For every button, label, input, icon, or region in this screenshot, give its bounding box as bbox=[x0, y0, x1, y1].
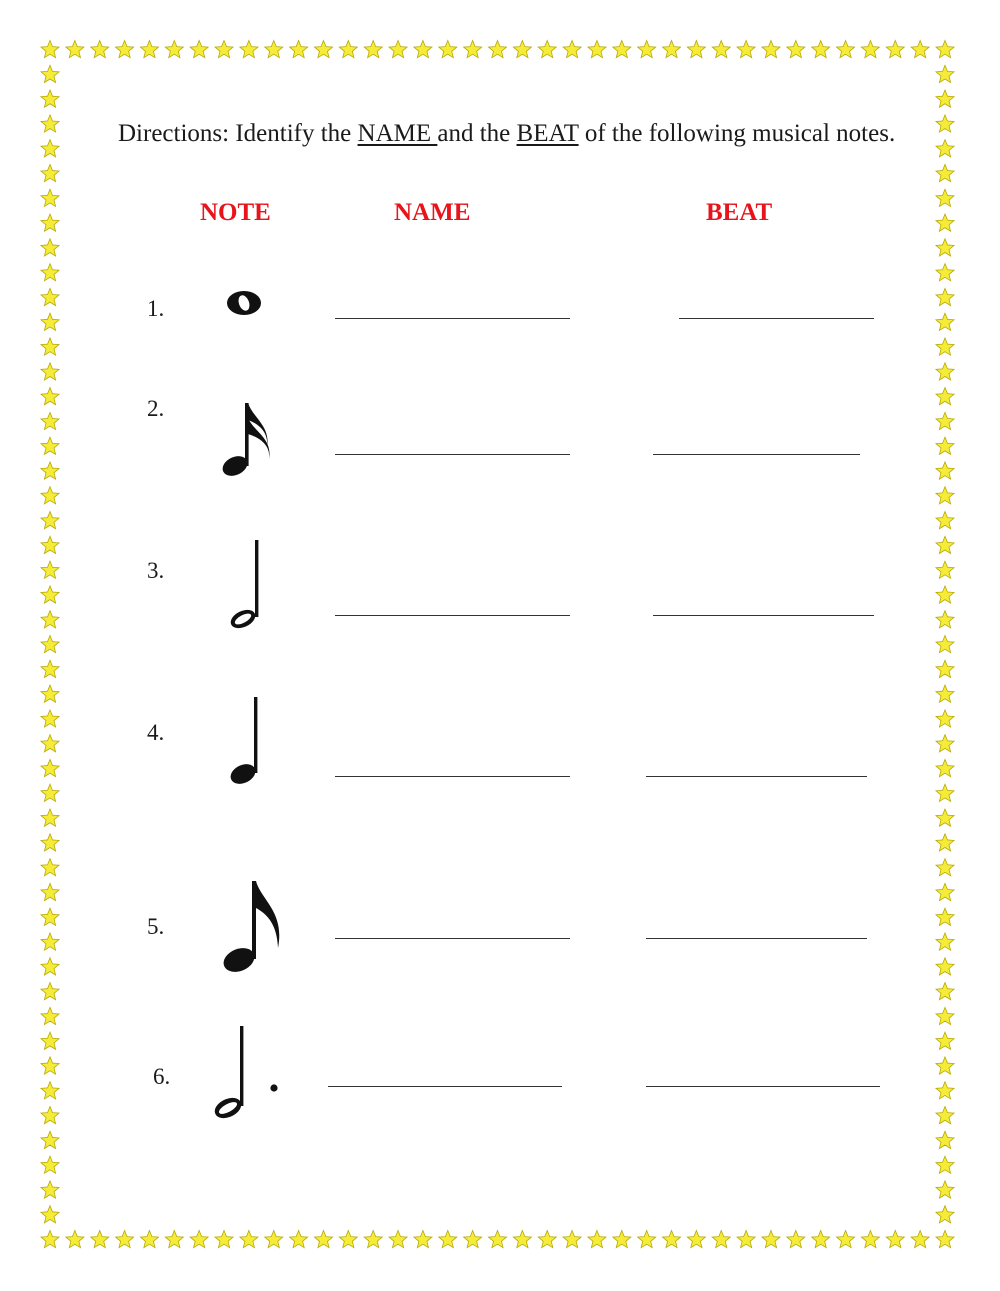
star-icon bbox=[215, 1231, 233, 1248]
star-icon bbox=[936, 536, 954, 553]
star-icon bbox=[712, 41, 730, 58]
star-icon bbox=[91, 41, 109, 58]
star-icon bbox=[41, 1057, 59, 1074]
star-icon bbox=[41, 834, 59, 851]
star-icon bbox=[662, 41, 680, 58]
item-number-3: 3. bbox=[147, 558, 165, 583]
star-icon bbox=[613, 41, 631, 58]
star-icon bbox=[41, 512, 59, 529]
beat-blank-1[interactable] bbox=[679, 318, 874, 319]
star-icon bbox=[41, 1107, 59, 1124]
star-icon bbox=[936, 759, 954, 776]
star-icon bbox=[116, 41, 134, 58]
star-icon bbox=[488, 1231, 506, 1248]
star-icon bbox=[41, 462, 59, 479]
name-blank-4[interactable] bbox=[335, 776, 570, 777]
star-icon bbox=[41, 313, 59, 330]
star-icon bbox=[414, 41, 432, 58]
star-icon bbox=[290, 1231, 308, 1248]
star-icon bbox=[936, 338, 954, 355]
star-icon bbox=[861, 41, 879, 58]
star-icon bbox=[936, 437, 954, 454]
star-icon bbox=[389, 41, 407, 58]
star-icon bbox=[936, 288, 954, 305]
star-icon bbox=[439, 41, 457, 58]
star-icon bbox=[936, 388, 954, 405]
star-icon bbox=[41, 561, 59, 578]
star-icon bbox=[936, 685, 954, 702]
star-icon bbox=[41, 1181, 59, 1198]
star-icon bbox=[563, 41, 581, 58]
star-icon bbox=[41, 710, 59, 727]
star-icon bbox=[936, 735, 954, 752]
star-icon bbox=[588, 1231, 606, 1248]
star-icon bbox=[936, 561, 954, 578]
star-icon bbox=[339, 41, 357, 58]
directions-suffix: of the following musical notes. bbox=[578, 120, 896, 147]
directions-name-word: NAME bbox=[357, 120, 438, 147]
star-icon bbox=[41, 1131, 59, 1148]
star-icon bbox=[314, 41, 332, 58]
star-icon bbox=[513, 1231, 531, 1248]
star-icon bbox=[936, 983, 954, 1000]
header-beat: BEAT bbox=[706, 199, 773, 226]
star-icon bbox=[936, 214, 954, 231]
beat-blank-3[interactable] bbox=[653, 615, 874, 616]
star-icon bbox=[41, 809, 59, 826]
star-icon bbox=[936, 41, 954, 58]
star-icon bbox=[538, 1231, 556, 1248]
star-icon bbox=[41, 288, 59, 305]
beat-blank-5[interactable] bbox=[646, 938, 867, 939]
star-icon bbox=[812, 41, 830, 58]
star-icon bbox=[41, 239, 59, 256]
star-icon bbox=[41, 1156, 59, 1173]
star-icon bbox=[588, 41, 606, 58]
star-icon bbox=[91, 1231, 109, 1248]
star-icon bbox=[464, 41, 482, 58]
star-icon bbox=[936, 933, 954, 950]
star-icon bbox=[936, 908, 954, 925]
star-icon bbox=[936, 462, 954, 479]
star-icon bbox=[936, 115, 954, 132]
star-icon bbox=[41, 685, 59, 702]
star-icon bbox=[787, 41, 805, 58]
star-icon bbox=[41, 214, 59, 231]
star-icon bbox=[389, 1231, 407, 1248]
star-icon bbox=[936, 636, 954, 653]
star-icon bbox=[712, 1231, 730, 1248]
star-icon bbox=[762, 41, 780, 58]
star-icon bbox=[364, 1231, 382, 1248]
star-icon bbox=[41, 1032, 59, 1049]
star-icon bbox=[936, 958, 954, 975]
item-number-1: 1. bbox=[147, 296, 165, 321]
star-icon bbox=[911, 1231, 929, 1248]
star-icon bbox=[339, 1231, 357, 1248]
star-icon bbox=[936, 1131, 954, 1148]
star-icon bbox=[936, 90, 954, 107]
star-icon bbox=[414, 1231, 432, 1248]
star-icon bbox=[812, 1231, 830, 1248]
star-icon bbox=[41, 983, 59, 1000]
star-icon bbox=[41, 65, 59, 82]
star-icon bbox=[936, 586, 954, 603]
star-icon bbox=[41, 41, 59, 58]
star-icon bbox=[41, 611, 59, 628]
directions-prefix: Directions: Identify the bbox=[118, 120, 358, 147]
star-icon bbox=[41, 908, 59, 925]
star-icon bbox=[613, 1231, 631, 1248]
star-icon bbox=[886, 41, 904, 58]
name-blank-2[interactable] bbox=[335, 454, 570, 455]
star-icon bbox=[439, 1231, 457, 1248]
star-icon bbox=[936, 239, 954, 256]
star-icon bbox=[538, 41, 556, 58]
directions-beat-word: BEAT bbox=[516, 120, 579, 147]
star-icon bbox=[41, 164, 59, 181]
item-number-4: 4. bbox=[147, 720, 165, 745]
star-icon bbox=[936, 189, 954, 206]
star-icon bbox=[41, 536, 59, 553]
star-icon bbox=[936, 140, 954, 157]
star-icon bbox=[936, 1206, 954, 1223]
star-icon bbox=[41, 338, 59, 355]
whole-note-icon bbox=[220, 282, 270, 322]
star-icon bbox=[41, 1082, 59, 1099]
star-icon bbox=[936, 784, 954, 801]
star-icon bbox=[936, 164, 954, 181]
star-icon bbox=[936, 834, 954, 851]
star-icon bbox=[41, 958, 59, 975]
star-icon bbox=[762, 1231, 780, 1248]
beat-blank-6[interactable] bbox=[646, 1086, 880, 1087]
star-icon bbox=[936, 412, 954, 429]
header-name: NAME bbox=[394, 199, 471, 226]
star-icon bbox=[165, 1231, 183, 1248]
star-icon bbox=[240, 41, 258, 58]
star-icon bbox=[41, 115, 59, 132]
star-icon bbox=[936, 660, 954, 677]
star-icon bbox=[41, 412, 59, 429]
header-note: NOTE bbox=[200, 199, 271, 226]
directions-text bbox=[118, 117, 908, 151]
star-icon bbox=[936, 313, 954, 330]
star-icon bbox=[190, 1231, 208, 1248]
beat-blank-2[interactable] bbox=[653, 454, 860, 455]
star-icon bbox=[66, 41, 84, 58]
star-icon bbox=[116, 1231, 134, 1248]
name-blank-3[interactable] bbox=[335, 615, 570, 616]
star-icon bbox=[936, 611, 954, 628]
star-icon bbox=[66, 1231, 84, 1248]
star-icon bbox=[265, 1231, 283, 1248]
star-icon bbox=[638, 41, 656, 58]
star-icon bbox=[936, 1231, 954, 1248]
star-icon bbox=[936, 809, 954, 826]
item-number-6: 6. bbox=[153, 1064, 171, 1089]
star-icon bbox=[687, 1231, 705, 1248]
star-icon bbox=[41, 437, 59, 454]
star-icon bbox=[215, 41, 233, 58]
star-icon bbox=[861, 1231, 879, 1248]
star-icon bbox=[41, 1007, 59, 1024]
star-icon bbox=[190, 41, 208, 58]
half-note-icon bbox=[222, 538, 272, 633]
star-icon bbox=[41, 735, 59, 752]
star-icon bbox=[41, 1206, 59, 1223]
star-icon bbox=[165, 41, 183, 58]
star-icon bbox=[886, 1231, 904, 1248]
star-icon bbox=[936, 710, 954, 727]
star-icon bbox=[936, 512, 954, 529]
dotted-half-note-icon bbox=[208, 1024, 288, 1124]
star-icon bbox=[936, 1007, 954, 1024]
star-icon bbox=[737, 41, 755, 58]
star-icon bbox=[638, 1231, 656, 1248]
star-icon bbox=[41, 859, 59, 876]
star-icon bbox=[936, 65, 954, 82]
star-icon bbox=[41, 784, 59, 801]
star-icon bbox=[41, 90, 59, 107]
star-icon bbox=[936, 487, 954, 504]
star-icon bbox=[936, 1057, 954, 1074]
star-icon bbox=[41, 933, 59, 950]
star-icon bbox=[837, 1231, 855, 1248]
item-number-2: 2. bbox=[147, 396, 165, 421]
name-blank-1[interactable] bbox=[335, 318, 570, 319]
name-blank-5[interactable] bbox=[335, 938, 570, 939]
star-icon bbox=[240, 1231, 258, 1248]
star-icon bbox=[41, 388, 59, 405]
star-icon bbox=[41, 487, 59, 504]
star-icon bbox=[936, 1156, 954, 1173]
star-icon bbox=[41, 636, 59, 653]
star-icon bbox=[314, 1231, 332, 1248]
star-icon bbox=[911, 41, 929, 58]
star-icon bbox=[41, 140, 59, 157]
star-icon bbox=[936, 1107, 954, 1124]
star-icon bbox=[364, 41, 382, 58]
star-icon bbox=[936, 1032, 954, 1049]
star-icon bbox=[41, 660, 59, 677]
star-icon bbox=[513, 41, 531, 58]
name-blank-6[interactable] bbox=[328, 1086, 562, 1087]
star-icon bbox=[41, 189, 59, 206]
star-icon bbox=[290, 41, 308, 58]
star-icon bbox=[687, 41, 705, 58]
star-icon bbox=[265, 41, 283, 58]
star-icon bbox=[41, 363, 59, 380]
star-icon bbox=[464, 1231, 482, 1248]
star-icon bbox=[837, 41, 855, 58]
star-icon bbox=[488, 41, 506, 58]
star-icon bbox=[41, 883, 59, 900]
star-icon bbox=[41, 264, 59, 281]
quarter-note-icon bbox=[222, 694, 272, 789]
beat-blank-4[interactable] bbox=[646, 776, 867, 777]
star-icon bbox=[936, 1082, 954, 1099]
sixteenth-note-icon bbox=[215, 396, 285, 486]
star-icon bbox=[936, 264, 954, 281]
star-icon bbox=[936, 859, 954, 876]
star-icon bbox=[563, 1231, 581, 1248]
star-icon bbox=[936, 363, 954, 380]
star-icon bbox=[737, 1231, 755, 1248]
eighth-note-icon bbox=[215, 878, 290, 978]
star-icon bbox=[140, 41, 158, 58]
star-icon bbox=[41, 759, 59, 776]
star-icon bbox=[936, 1181, 954, 1198]
star-icon bbox=[936, 883, 954, 900]
star-icon bbox=[787, 1231, 805, 1248]
directions-middle: and the bbox=[437, 120, 517, 147]
star-icon bbox=[41, 1231, 59, 1248]
star-icon bbox=[140, 1231, 158, 1248]
star-icon bbox=[662, 1231, 680, 1248]
star-icon bbox=[41, 586, 59, 603]
item-number-5: 5. bbox=[147, 914, 165, 939]
